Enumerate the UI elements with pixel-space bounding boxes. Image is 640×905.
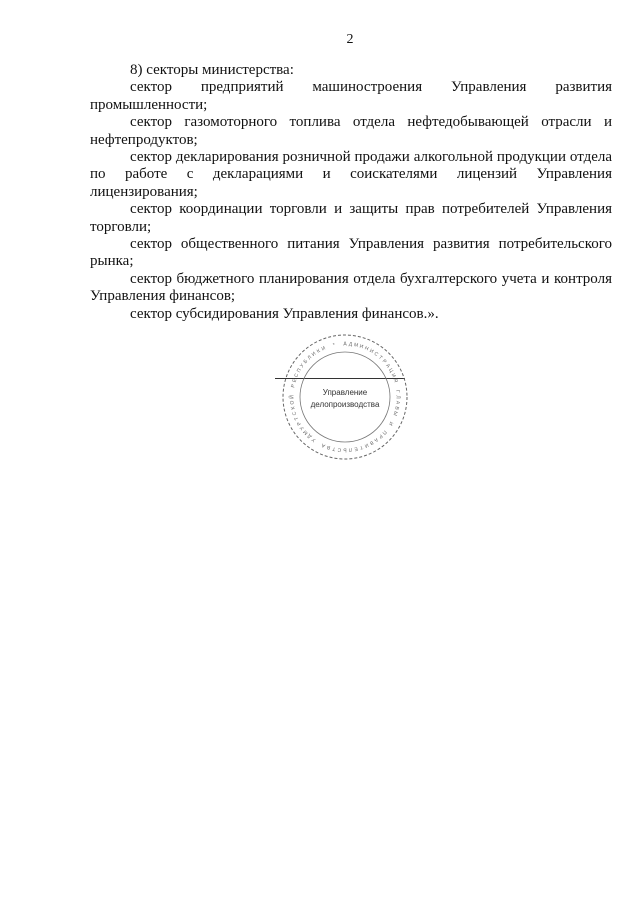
stamp-ring-glyph: И xyxy=(363,441,370,449)
stamp-ring-glyph: М xyxy=(302,428,310,436)
stamp-ring-glyph: Г xyxy=(394,389,401,394)
stamp-center-line2: делопроизводства xyxy=(310,400,380,409)
paragraph: сектор предприятий машиностроения Управления развития промышленности; xyxy=(90,79,612,113)
stamp-ring-glyph: К xyxy=(290,405,297,411)
stamp-ring-glyph: Б xyxy=(302,358,310,365)
paragraph: 8) секторы министерства: xyxy=(130,62,294,78)
stamp-ring-glyph: В xyxy=(326,443,332,451)
paragraph: сектор газомоторного топлива отдела нефтедобывающей отрасли и нефтепродуктов; xyxy=(90,114,612,148)
stamp-ring-glyph: И xyxy=(358,343,364,351)
stamp-ring-glyph: И xyxy=(389,372,397,379)
stamp-ring-glyph: Л xyxy=(348,446,353,453)
stamp-inner-ring xyxy=(300,352,390,442)
stamp-ring-glyph: Й xyxy=(289,395,296,399)
stamp-ring-glyph: А xyxy=(343,341,347,348)
stamp-ring-glyph: Е xyxy=(291,378,299,384)
stamp-ring-glyph: С xyxy=(291,410,299,416)
stamp-ring-glyph: Р xyxy=(290,383,297,389)
stamp-ring-glyph: Л xyxy=(394,395,401,399)
stamp-ring-glyph: Д xyxy=(306,432,314,440)
official-stamp xyxy=(270,332,420,462)
stamp-ring-lettering xyxy=(287,341,400,452)
stamp-ring-glyph: Т xyxy=(377,354,384,362)
stamp-ring-glyph: К xyxy=(315,348,322,355)
stamp-ring-glyph: П xyxy=(380,428,388,436)
stamp-ring-glyph: П xyxy=(295,367,303,374)
stamp-ring-glyph: Д xyxy=(348,341,353,348)
paragraph: сектор бюджетного планирования отдела бухгалтерского учета и контроля Управления финансов; xyxy=(90,270,612,305)
paragraph: сектор общественного питания Управления развития потребительского рынка; xyxy=(90,236,612,270)
stamp-ring-glyph: М xyxy=(353,342,359,349)
paragraph: сектор декларирования розничной продажи алкогольной продукции отдела по работе с декларациями и соискателями лицензий Управления лицензирования; xyxy=(90,149,612,200)
stamp-ring-glyph: С xyxy=(337,446,342,453)
stamp-ring-glyph: У xyxy=(299,424,306,432)
paragraph: сектор субсидирования Управления финансов.». xyxy=(130,305,439,322)
stamp-ring-glyph: В xyxy=(368,439,375,447)
stamp-ring-glyph: А xyxy=(384,362,392,370)
stamp-ring-glyph: В xyxy=(393,405,400,411)
stamp-ring-glyph: Н xyxy=(363,345,370,353)
stamp-ring-glyph: Т xyxy=(293,415,301,422)
stamp-ring-glyph: Ы xyxy=(391,410,399,417)
stamp-ring-glyph: А xyxy=(372,436,380,444)
stamp-ring-glyph: Я xyxy=(391,378,399,384)
stamp-ring-glyph: И xyxy=(310,350,318,358)
document-body xyxy=(90,62,612,323)
stamp-ring-glyph: Е xyxy=(353,445,359,452)
stamp-outer-ring xyxy=(283,335,407,459)
stamp-ring-glyph: С xyxy=(372,350,380,358)
stamp-ring-glyph: * xyxy=(332,342,336,349)
stamp-ring-glyph: А xyxy=(394,400,401,405)
stamp-ring-glyph: О xyxy=(289,400,296,405)
stamp-ring-glyph: Т xyxy=(331,445,337,452)
stamp-ring-glyph: И xyxy=(387,420,395,427)
stamp-ring-glyph: С xyxy=(293,372,301,379)
stamp-ring-glyph: Ц xyxy=(387,367,395,374)
stamp-ring-glyph: Р xyxy=(295,420,303,427)
stamp-ring-glyph: У xyxy=(299,362,306,370)
stamp-ring-glyph: Т xyxy=(358,443,364,451)
stamp-ring-glyph: Л xyxy=(306,354,313,362)
stamp-ring-glyph: И xyxy=(368,347,375,355)
stamp-ring-glyph: Р xyxy=(380,358,388,366)
stamp-ring-glyph: Р xyxy=(376,432,384,440)
paragraph: сектор координации торговли и защиты прав потребителей Управления торговли; xyxy=(90,201,612,235)
stamp-ring-glyph: У xyxy=(310,436,318,443)
stamp-ring-glyph: А xyxy=(320,441,327,449)
stamp-ring-glyph: Ь xyxy=(343,446,347,453)
page-number: 2 xyxy=(346,32,354,47)
stamp-center-line1: Управление xyxy=(322,388,368,397)
stamp-ring-glyph: И xyxy=(320,345,327,353)
